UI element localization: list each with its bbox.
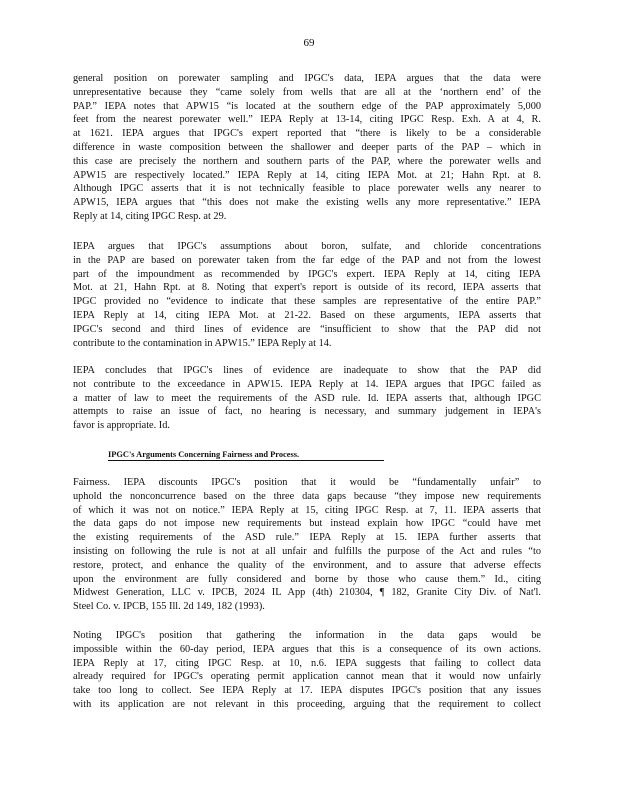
section-heading [108, 450, 398, 461]
paragraph-data-gaps-timing [73, 629, 541, 712]
text-line: APW15 are respectively located.” IEPA Reply at 14, citing IEPA Mot. at 21; Hahn Rpt. at 8. [73, 169, 541, 181]
text-line: general position on porewater sampling and IPGC's data, IEPA argues that the data were [73, 73, 541, 84]
text-line: Midwest Generation, LLC v. IPCB, 2024 IL App (4th) 210304, ¶ 182, Granite City Div. of Nat'l. [73, 587, 541, 599]
text-line: contribute to the contamination in APW15.” IEPA Reply at 14. [73, 337, 332, 349]
text-line: IPGC's second and third lines of evidence are “insufficient to show that the PAP did not [73, 323, 541, 335]
text-line: IEPA concludes that IPGC's lines of evidence are inadequate to show that the PAP did [73, 365, 541, 376]
text-line: a matter of law to meet the requirements of the ASD rule. Id. IEPA asserts that, although IPGC [73, 392, 541, 404]
text-line: take too long to collect. See IEPA Reply at 17. IEPA disputes IPGC's position that any issues [73, 685, 541, 697]
paragraph-porewater-representativeness [73, 72, 541, 224]
text-line: with its application are not relevant in this proceeding, arguing that the requirement to collect [73, 698, 541, 710]
text-line: Mot. at 21, Hahn Rpt. at 8. Noting that expert's report is outside of its record, IEPA asserts that [73, 282, 541, 294]
text-line: this case are precisely the northern and southern parts of the PAP, where the porewater wells and [73, 155, 541, 167]
text-line: difference in waste composition between the shallower and deeper parts of the PAP – which in [73, 141, 541, 153]
text-line: Steel Co. v. IPCB, 155 Ill. 2d 149, 182 (1993). [73, 601, 265, 613]
text-line: the existing requirements of the ASD rule.” IEPA Reply at 15. IEPA further asserts that [73, 532, 541, 544]
text-line: Noting IPGC's position that gathering the information in the data gaps would be [73, 630, 541, 641]
text-line: upon the environment are fully considered and borne by those who cause them.” Id., citing [73, 573, 541, 585]
text-line: at 1621. IEPA argues that IPGC's expert reported that “there is likely to be a considerable [73, 128, 541, 140]
text-line: part of the impoundment as recommended by IPGC's expert. IEPA Reply at 14, citing IEPA [73, 268, 541, 280]
text-line: feet from the nearest porewater well.” IEPA Reply at 13-14, citing IPGC Resp. Exh. A at 4, R. [73, 114, 541, 126]
text-line: restore, protect, and enhance the quality of the environment, and to assure that adverse effects [73, 559, 541, 571]
text-line: impossible within the 60-day period, IEPA argues that this is a consequence of its own actions. [73, 643, 541, 655]
text-line: APW15, IEPA argues that “this does not make the existing wells any more representative.” IEPA [73, 197, 541, 209]
text-line: unrepresentative because they “came solely from wells that are all at the ‘northern end’ of the [73, 86, 541, 98]
text-line: already required for IPGC's operating permit application cannot mean that it would now unfairly [73, 671, 541, 683]
text-line: Although IPGC asserts that it is not technically feasible to place porewater wells any nearer to [73, 183, 541, 195]
text-line: the data gaps do not impose new requirements but instead explain how IPGC “could have met [73, 518, 541, 530]
section-heading-text: IPGC's Arguments Concerning Fairness and Process. [108, 450, 384, 461]
text-line: Fairness. IEPA discounts IPGC's position that it would be “fundamentally unfair” to [73, 477, 541, 488]
text-line: not contribute to the exceedance in APW15. IEPA Reply at 14. IEPA argues that IPGC failed as [73, 378, 541, 390]
text-line: attempts to raise an issue of fact, no hearing is necessary, and summary judgement in IEPA's [73, 406, 541, 418]
paragraph-fairness [73, 476, 541, 614]
text-line: IPGC provided no “evidence to indicate that these samples are representative of the entire PAP.” [73, 296, 541, 308]
text-line: favor is appropriate. Id. [73, 420, 170, 432]
text-line: Reply at 14, citing IPGC Resp. at 29. [73, 210, 227, 222]
text-line: in the PAP are based on porewater taken from the far edge of the PAP and not from the lowest [73, 254, 541, 266]
text-line: IEPA argues that IPGC's assumptions about boron, sulfate, and chloride concentrations [73, 241, 541, 252]
text-line: uphold the nonconcurrence based on the three data gaps because “they impose new requirements [73, 490, 541, 502]
paragraph-iepa-conclusion [73, 364, 541, 433]
paragraph-concentration-assumptions [73, 240, 541, 350]
text-line: of which it was not on notice.” IEPA Reply at 15, citing IPGC Resp. at 7, 11. IEPA asserts that [73, 504, 541, 516]
text-line: IEPA Reply at 17, citing IPGC Resp. at 10, n.6. IEPA suggests that failing to collect data [73, 657, 541, 669]
page-number: 69 [303, 37, 315, 49]
text-line: insisting on following the rule is not at all unfair and fulfills the purpose of the Act and rules “to [73, 545, 541, 557]
text-line: PAP.” IEPA notes that APW15 “is located at the southern edge of the PAP approximately 5,000 [73, 100, 541, 112]
text-line: IEPA Reply at 14, citing IEPA Mot. at 21-22. Based on these arguments, IEPA asserts that [73, 309, 541, 321]
